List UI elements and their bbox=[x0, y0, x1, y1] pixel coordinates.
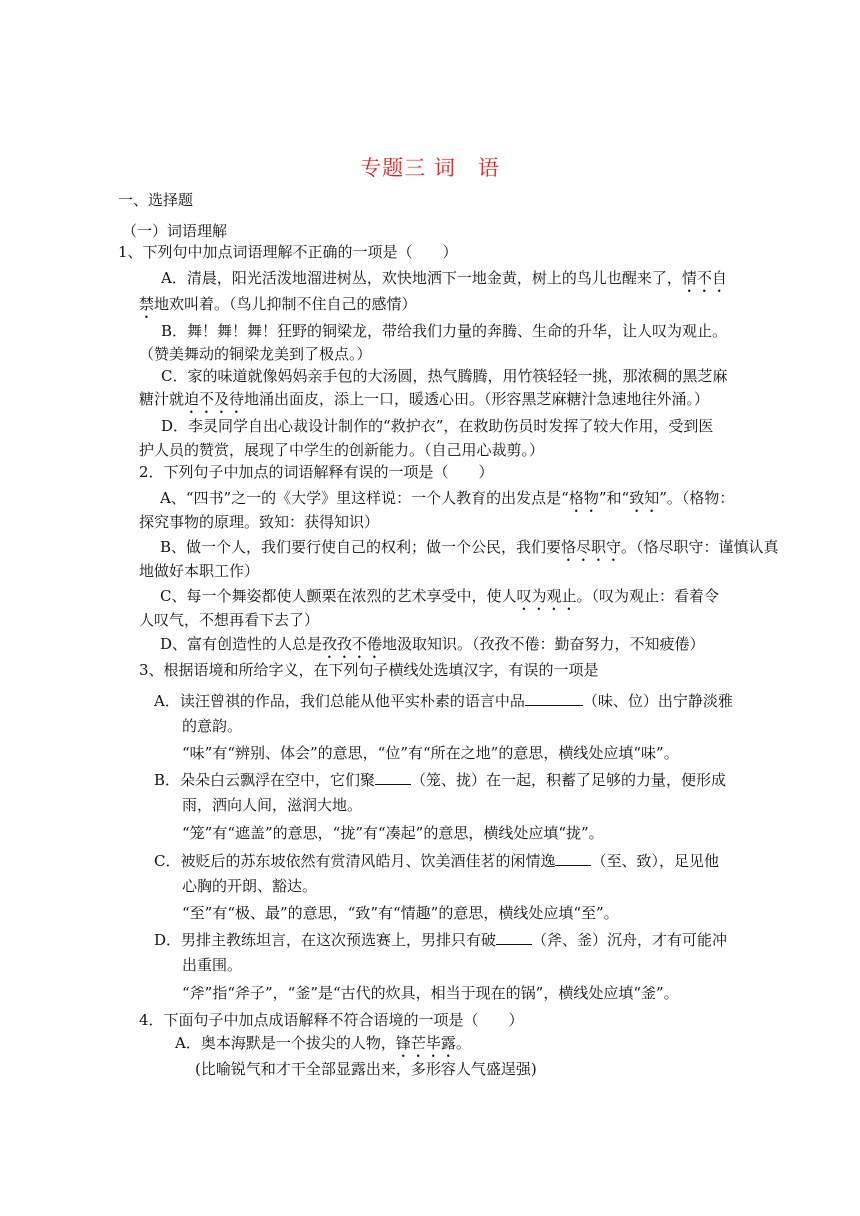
q3-option-a-note: “味”有“辨别、体会”的意思，“位”有“所在之地”的意思，横线处应填“味”。 bbox=[182, 744, 679, 762]
q2-stem: 2．下列句子中加点的词语解释有误的一项是（ ） bbox=[139, 463, 494, 481]
emphasis-word: 致知 bbox=[629, 489, 660, 507]
subsection-heading: （一）词语理解 bbox=[122, 222, 228, 240]
q3-option-d: D．男排主教练坦言，在这次预选赛上，男排只有破 （斧、釜）沉舟，才有可能冲 bbox=[154, 931, 728, 949]
emphasis-word: 禁 bbox=[139, 295, 155, 313]
q2-option-c: C、每一个舞姿都使人颤栗在浓烈的艺术享受中，使人叹为观止。（叹为观止：看着令 bbox=[160, 587, 720, 605]
emphasis-word: 情不自 bbox=[681, 269, 727, 287]
emphasis-word: 格物 bbox=[568, 489, 599, 507]
q4-stem: 4．下面句子中加点成语解释不符合语境的一项是（ ） bbox=[139, 1011, 524, 1029]
q4-option-a-note: (比喻锐气和才干全部显露出来，多形容人气盛逞强) bbox=[195, 1060, 537, 1078]
q2-option-a: A、“四书”之一的《大学》里这样说：一个人教育的出发点是“格物”和“致知”。（格物： bbox=[160, 489, 735, 507]
q3-option-d-note: “斧”指“斧子”，“釜”是“古代的炊具，相当于现在的锅”，横线处应填“釜”。 bbox=[182, 984, 679, 1002]
q1-option-a-cont: 禁地欢叫着。（鸟儿抑制不住自己的感情） bbox=[139, 295, 417, 313]
q1-stem: 1、下列句中加点词语理解不正确的一项是（ ） bbox=[118, 243, 458, 261]
emphasis-word: 叹为观止 bbox=[516, 587, 577, 605]
q2-option-c-cont: 人叹气，不想再看下去了） bbox=[139, 611, 320, 629]
q3-option-a: A．读汪曾祺的作品，我们总能从他平实朴素的语言中品 （味、位）出宁静淡雅 bbox=[154, 692, 733, 710]
emphasis-word: 恪尽职守 bbox=[561, 538, 622, 556]
q1-option-b-cont: （赞美舞动的铜梁龙美到了极点。） bbox=[139, 345, 372, 363]
emphasis-word: 锋芒毕露 bbox=[395, 1034, 456, 1052]
section-heading: 一、选择题 bbox=[118, 191, 194, 209]
q1-option-c-cont: 糖汁就迫不及待地涌出面皮，添上一口，暖透心田。（形容黑芝麻糖汁急速地往外涌。） bbox=[139, 390, 710, 408]
page-title: 专题三 词 语 bbox=[360, 156, 500, 180]
q3-option-b-cont: 雨，洒向人间，滋润大地。 bbox=[182, 796, 363, 814]
q1-option-d-cont: 护人员的赞赏，展现了中学生的创新能力。（自己用心裁剪。） bbox=[139, 441, 545, 459]
q1-option-b: B．舞！舞！舞！狂野的铜梁龙，带给我们力量的奔腾、生命的升华，让人叹为观止。 bbox=[161, 322, 728, 340]
emphasis-word: 迫不及待 bbox=[184, 390, 245, 408]
q3-option-b: B．朵朵白云飘浮在空中，它们聚 （笼、拢）在一起，积蓄了足够的力量，便形成 bbox=[154, 771, 727, 789]
q3-option-c-cont: 心胸的开朗、豁达。 bbox=[182, 877, 318, 895]
q2-option-d: D、富有创造性的人总是孜孜不倦地汲取知识。（孜孜不倦：勤奋努力，不知疲倦） bbox=[160, 635, 705, 653]
blank-line bbox=[525, 690, 583, 706]
q1-option-c: C．家的味道就像妈妈亲手包的大汤圆，热气腾腾，用竹筷轻轻一挑，那浓稠的黑芝麻 bbox=[161, 367, 728, 385]
q2-option-b: B、做一个人，我们要行使自己的权利；做一个公民，我们要恪尽职守。（恪尽职守：谨慎认真 bbox=[160, 538, 779, 556]
q2-option-b-cont: 地做好本职工作） bbox=[139, 562, 260, 580]
q3-option-b-note: “笼”有“遮盖”的意思，“拢”有“凑起”的意思，横线处应填“拢”。 bbox=[182, 824, 604, 842]
q2-option-a-cont: 探究事物的原理。致知：获得知识） bbox=[139, 513, 380, 531]
q3-option-c-note: “至”有“极、最”的意思，“致”有“情趣”的意思，横线处应填“至”。 bbox=[182, 904, 619, 922]
emphasis-word: 孜孜不倦 bbox=[322, 635, 383, 653]
blank-line bbox=[555, 850, 591, 866]
q4-option-a: A．奥本海默是一个拔尖的人物，锋芒毕露。 bbox=[175, 1034, 471, 1052]
q3-stem: 3、根据语境和所给字义，在下列句子横线处选填汉字，有误的一项是 bbox=[139, 661, 599, 679]
q3-option-a-cont: 的意韵。 bbox=[182, 717, 243, 735]
q1-option-d: D．李灵同学自出心裁设计制作的“救护衣”，在救助伤员时发挥了较大作用，受到医 bbox=[161, 417, 714, 435]
blank-line bbox=[375, 769, 411, 785]
blank-line bbox=[496, 929, 532, 945]
q3-option-c: C．被贬后的苏东坡依然有赏清风皓月、饮美酒佳茗的闲情逸 （至、致），足见他 bbox=[154, 852, 719, 870]
q1-option-a: A．清晨，阳光活泼地溜进树丛，欢快地洒下一地金黄，树上的鸟儿也醒来了，情不自 bbox=[161, 269, 727, 287]
q3-option-d-cont: 出重围。 bbox=[182, 956, 243, 974]
